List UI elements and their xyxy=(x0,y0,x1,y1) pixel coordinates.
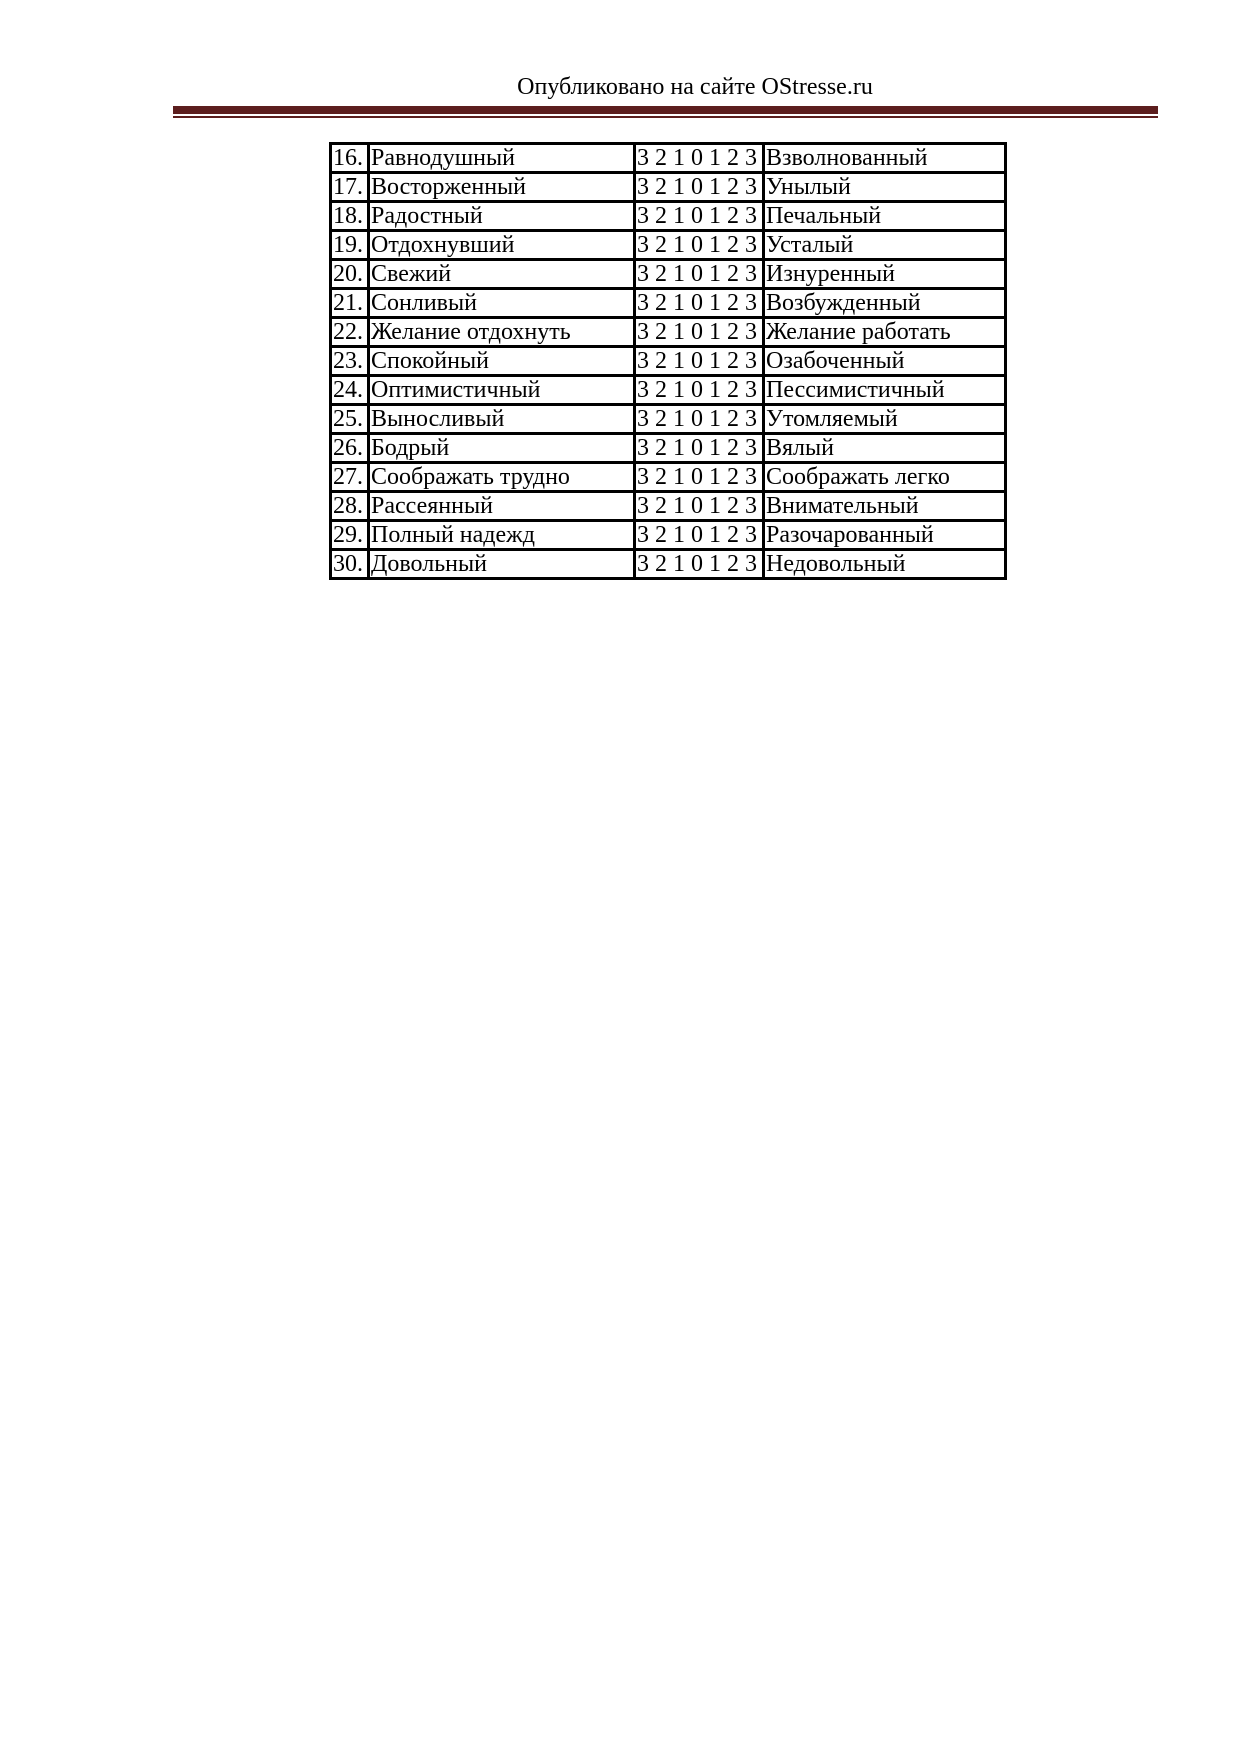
rating-scale: 3 2 1 0 1 2 3 xyxy=(635,260,764,289)
table-row xyxy=(331,405,1006,434)
left-adjective: Восторженный xyxy=(369,173,635,202)
row-number: 19. xyxy=(331,231,369,260)
right-adjective: Изнуренный xyxy=(764,260,1006,289)
left-adjective: Рассеянный xyxy=(369,492,635,521)
row-number: 27. xyxy=(331,463,369,492)
table-row xyxy=(331,492,1006,521)
header-rule xyxy=(173,106,1158,114)
row-number: 30. xyxy=(331,550,369,579)
table-row xyxy=(331,376,1006,405)
left-adjective: Желание отдохнуть xyxy=(369,318,635,347)
right-adjective: Пессимистичный xyxy=(764,376,1006,405)
rating-scale: 3 2 1 0 1 2 3 xyxy=(635,173,764,202)
left-adjective: Отдохнувший xyxy=(369,231,635,260)
row-number: 17. xyxy=(331,173,369,202)
rating-scale: 3 2 1 0 1 2 3 xyxy=(635,347,764,376)
row-number: 26. xyxy=(331,434,369,463)
row-number: 24. xyxy=(331,376,369,405)
table-row xyxy=(331,318,1006,347)
table-row xyxy=(331,521,1006,550)
table-row xyxy=(331,434,1006,463)
right-adjective: Озабоченный xyxy=(764,347,1006,376)
left-adjective: Соображать трудно xyxy=(369,463,635,492)
header-title: Опубликовано на сайте OStresse.ru xyxy=(517,74,873,100)
left-adjective: Выносливый xyxy=(369,405,635,434)
left-adjective: Бодрый xyxy=(369,434,635,463)
left-adjective: Спокойный xyxy=(369,347,635,376)
right-adjective: Внимательный xyxy=(764,492,1006,521)
right-adjective: Усталый xyxy=(764,231,1006,260)
table-row xyxy=(331,144,1006,173)
right-adjective: Желание работать xyxy=(764,318,1006,347)
rating-scale: 3 2 1 0 1 2 3 xyxy=(635,434,764,463)
row-number: 25. xyxy=(331,405,369,434)
rating-scale: 3 2 1 0 1 2 3 xyxy=(635,289,764,318)
row-number: 28. xyxy=(331,492,369,521)
page-header xyxy=(0,70,1240,110)
table-row xyxy=(331,231,1006,260)
right-adjective: Недовольный xyxy=(764,550,1006,579)
header-rule-thin xyxy=(173,116,1158,118)
right-adjective: Соображать легко xyxy=(764,463,1006,492)
row-number: 21. xyxy=(331,289,369,318)
table-row xyxy=(331,550,1006,579)
row-number: 16. xyxy=(331,144,369,173)
rating-scale: 3 2 1 0 1 2 3 xyxy=(635,550,764,579)
rating-scale: 3 2 1 0 1 2 3 xyxy=(635,144,764,173)
right-adjective: Вялый xyxy=(764,434,1006,463)
right-adjective: Возбужденный xyxy=(764,289,1006,318)
table-row xyxy=(331,260,1006,289)
right-adjective: Утомляемый xyxy=(764,405,1006,434)
row-number: 20. xyxy=(331,260,369,289)
left-adjective: Сонливый xyxy=(369,289,635,318)
left-adjective: Довольный xyxy=(369,550,635,579)
left-adjective: Равнодушный xyxy=(369,144,635,173)
row-number: 18. xyxy=(331,202,369,231)
left-adjective: Полный надежд xyxy=(369,521,635,550)
left-adjective: Свежий xyxy=(369,260,635,289)
right-adjective: Разочарованный xyxy=(764,521,1006,550)
row-number: 23. xyxy=(331,347,369,376)
rating-scale: 3 2 1 0 1 2 3 xyxy=(635,376,764,405)
rating-scale: 3 2 1 0 1 2 3 xyxy=(635,492,764,521)
right-adjective: Печальный xyxy=(764,202,1006,231)
table-row xyxy=(331,173,1006,202)
table-row xyxy=(331,289,1006,318)
scale-table xyxy=(329,142,1007,580)
table-row xyxy=(331,347,1006,376)
left-adjective: Оптимистичный xyxy=(369,376,635,405)
rating-scale: 3 2 1 0 1 2 3 xyxy=(635,231,764,260)
rating-scale: 3 2 1 0 1 2 3 xyxy=(635,521,764,550)
row-number: 22. xyxy=(331,318,369,347)
right-adjective: Унылый xyxy=(764,173,1006,202)
rating-scale: 3 2 1 0 1 2 3 xyxy=(635,405,764,434)
rating-scale: 3 2 1 0 1 2 3 xyxy=(635,463,764,492)
table-row xyxy=(331,463,1006,492)
table-row xyxy=(331,202,1006,231)
row-number: 29. xyxy=(331,521,369,550)
rating-scale: 3 2 1 0 1 2 3 xyxy=(635,202,764,231)
left-adjective: Радостный xyxy=(369,202,635,231)
right-adjective: Взволнованный xyxy=(764,144,1006,173)
rating-scale: 3 2 1 0 1 2 3 xyxy=(635,318,764,347)
